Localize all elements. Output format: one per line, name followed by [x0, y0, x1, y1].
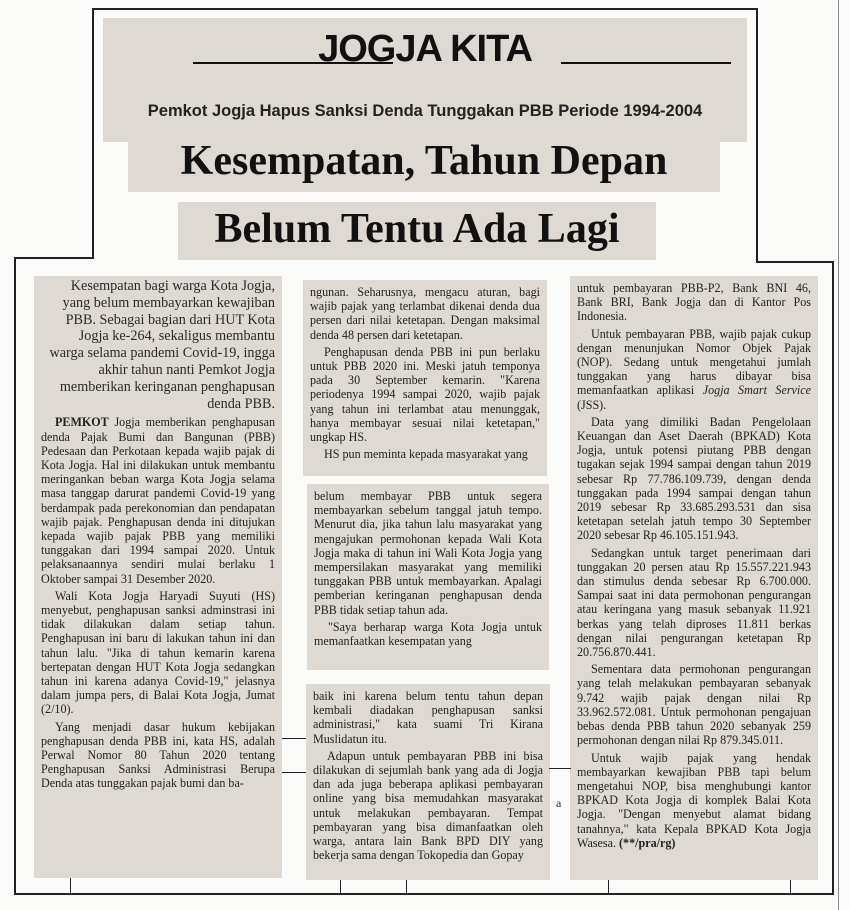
lead-paragraph: Kesempatan bagi warga Kota Jogja, yang belum membayarkan kewajiban PBB. Sebagai bagian dari HUT Kota Jogja ke-264, sekaligus membantu warga selama pandemi Covid-19, ingga akhir tahun nanti Pemkot Jogja memberikan keringanan penghapusan denda PBB.: [49, 278, 275, 412]
rubric-box: [103, 18, 747, 142]
rubric-rule-right: [561, 62, 731, 64]
article-column-2-part-1: [303, 280, 547, 476]
stray-letter: a: [556, 796, 562, 810]
paragraph: Adapun untuk pembayaran PBB ini bisa dilakukan di sejumlah bank yang ada di Jogja dan ada juga beberapa aplikasi pembayaran online yang bisa memudahkan masyarakat untuk melakukan pembayaran. Tempat pembayaran yang bisa dimanfaatkan oleh warga, antara lain Bank BPD DIY yang bekerja sama dengan Tokopedia dan Gopay: [313, 748, 543, 863]
paragraph-text: (JSS).: [577, 397, 607, 412]
paragraph: untuk pembayaran PBB-P2, Bank BNI 46, Bank BRI, Bank Jogja dan di Kantor Pos Indonesia.: [577, 281, 811, 324]
frame-line-bottom: [14, 893, 834, 895]
paragraph-text: Untuk wajib pajak yang hendak membayarkan kewajiban PBB tapi belum mengetahui NOP, bisa menghubungi kantor BPKAD Kota Jogja di komplek Balai Kota Jogja. "Dengan menyebut alamat bidang tanahnya," kata Kepala BPKAD Kota Jogja Wasesa.: [577, 750, 811, 850]
frame-line-right: [832, 261, 834, 895]
bottom-tick: [340, 880, 341, 894]
signature: (**/pra/rg): [619, 835, 676, 850]
frame-line-left-step: [14, 257, 94, 259]
connector-line: [282, 738, 306, 739]
paragraph: Yang menjadi dasar hukum kebijakan penghapusan denda PBB ini, kata HS, adalah Perwal Nomor 80 Tahun 2020 tentang Penghapusan Sanksi Administrasi Berupa Denda atas tunggakan pajak bumi dan ba-: [41, 719, 275, 791]
bottom-tick: [608, 880, 609, 894]
bottom-tick: [70, 878, 71, 894]
paragraph: Data yang dimiliki Badan Pengelolaan Keuangan dan Aset Daerah (BPKAD) Kota Jogja, untuk potensi piutang PBB dengan tugakan sejak 1994 sampai dengan tahun 2019 sebesar Rp 77.786.109.739, dengan denda tunggakan pada 1994 sampai dengan tahun 2019 sebesar Rp 33.685.293.531 dan sisa ketetapan setelah jatuh tempo 30 September 2020 sebesar Rp 46.105.151.943.: [577, 414, 811, 543]
paragraph: HS pun meminta kepada masyarakat yang: [324, 447, 528, 462]
article-column-2-part-3: [306, 684, 550, 880]
frame-line-top: [92, 8, 758, 10]
paragraph: Sementara data permohonan pengurangan yang telah melakukan pembayaran sebanyak 9.742 wajib pajak dengan nilai Rp 33.962.572.081. Untuk permohonan pengajuan bebas denda PBB tahun 2020 sebanyak 259 permohonan dengan nilai Rp 879.345.011.: [577, 662, 811, 748]
paragraph: [41, 415, 275, 585]
byline-word: PEMKOT: [55, 415, 109, 430]
app-name: Jogja Smart Service: [702, 383, 811, 398]
bottom-tick: [406, 880, 407, 894]
article-column-1: [34, 276, 282, 878]
article-subtitle: Pemkot Jogja Hapus Sanksi Denda Tunggakan PBB Periode 1994-2004: [147, 102, 703, 120]
paragraph: belum membayar PBB untuk segera membayarkan sebelum tanggal jatuh tempo. Menurut dia, jika tahun lalu masyarakat yang mengajukan permohonan kepada Wali Kota Jogja maka di tahun ini Wali Kota Jogja yang mempersilakan masyarakat yang memiliki tunggakan PBB untuk membayarkan. Apalagi pemberian keringanan penghapusan denda PBB tidak setiap tahun ada.: [314, 489, 542, 617]
paragraph-text: Untuk pembayaran PBB, wajib pajak cukup dengan menunjukan Nomor Objek Pajak (NOP). Sedang untuk mengetahui jumlah tunggakan yang harus dibayar bisa memanfaatkan aplikasi: [577, 326, 811, 398]
frame-line-outer-right: [838, 0, 839, 910]
frame-line-right-upper: [756, 8, 758, 262]
paragraph: ngunan. Seharusnya, mengacu aturan, bagi wajib pajak yang terlambat dikenai denda dua persen dari nilai ketetapan. Dengan maksimal denda 48 persen dari ketetapan.: [310, 285, 540, 342]
headline-line-2: Belum Tentu Ada Lagi: [178, 202, 656, 260]
paragraph: Penghapusan denda PBB ini pun berlaku untuk PBB 2020 ini. Meski jatuh temponya pada 30 September kemarin. "Karena periodenya 1994 sampai 2020, wajib pajak yang tahun ini terlambat atau menunggak, hanya membayar sesuai nilai ketetapan," ungkap HS.: [310, 344, 540, 445]
rubric-title: JOGJA KITA: [318, 28, 532, 70]
paragraph: Sedangkan untuk target penerimaan dari tunggakan 20 persen atau Rp 15.557.221.943 dan stimulus denda sebesar Rp 6.700.000. Sampai saat ini data permohonan pengurangan atau keringana yang masuk sebanyak 11.921 berkas yang telah diproses 11.811 berkas dengan nilai pengurangan ketetapan Rp 20.756.870.441.: [577, 545, 811, 660]
frame-line-left: [14, 257, 16, 895]
paragraph-text: Jogja memberikan penghapusan denda Pajak Bumi dan Bangunan (PBB) Pedesaan dan Perkotaan kepada wajib pajak di Kota Jogja. Hal ini dilakukan untuk membantu meringankan beban warga Kota Jogja selama masa tanggap darurat pandemi Covid-19 yang berdampak pada perekonomian dan pendapatan wajib pajak. Penghapusan denda ini ditujukan kepada wajib pajak PBB yang memiliki tunggakan dari 1994 sampai 2020. Untuk pelaksanaannya sendiri mulai berlaku 1 Oktober sampai 31 Desember 2020.: [41, 415, 275, 586]
frame-line-right-step: [756, 261, 834, 263]
paragraph: [577, 327, 811, 412]
paragraph: Wali Kota Jogja Haryadi Suyuti (HS) menyebut, penghapusan sanksi adminstrasi ini tidak dilakukan dalam setiap tahun. Penghapusan ini baru di lakukan tahun ini dan tahun lalu. "Jika di tahun kemarin karena bertepatan dengan HUT Kota Jogja sedangkan tahun ini karena adanya Covid-19," jelasnya dalam jumpa pers, di Balai Kota Jogja, Jumat (2/10).: [41, 588, 275, 717]
headline-line-1: Kesempatan, Tahun Depan: [128, 134, 720, 192]
paragraph: "Saya berharap warga Kota Jogja untuk memanfaatkan kesempatan yang: [314, 619, 542, 649]
frame-line-left-upper: [92, 8, 94, 258]
connector-line: [549, 768, 571, 769]
article-column-3: [570, 276, 818, 880]
connector-line: [282, 772, 306, 773]
bottom-tick: [790, 880, 791, 894]
paragraph: baik ini karena belum tentu tahun depan kembali diadakan penghapusan sanksi administrasi," kata suami Tri Kirana Muslidatun itu.: [313, 689, 543, 746]
paragraph: [577, 751, 811, 850]
article-column-2-part-2: [307, 484, 549, 670]
